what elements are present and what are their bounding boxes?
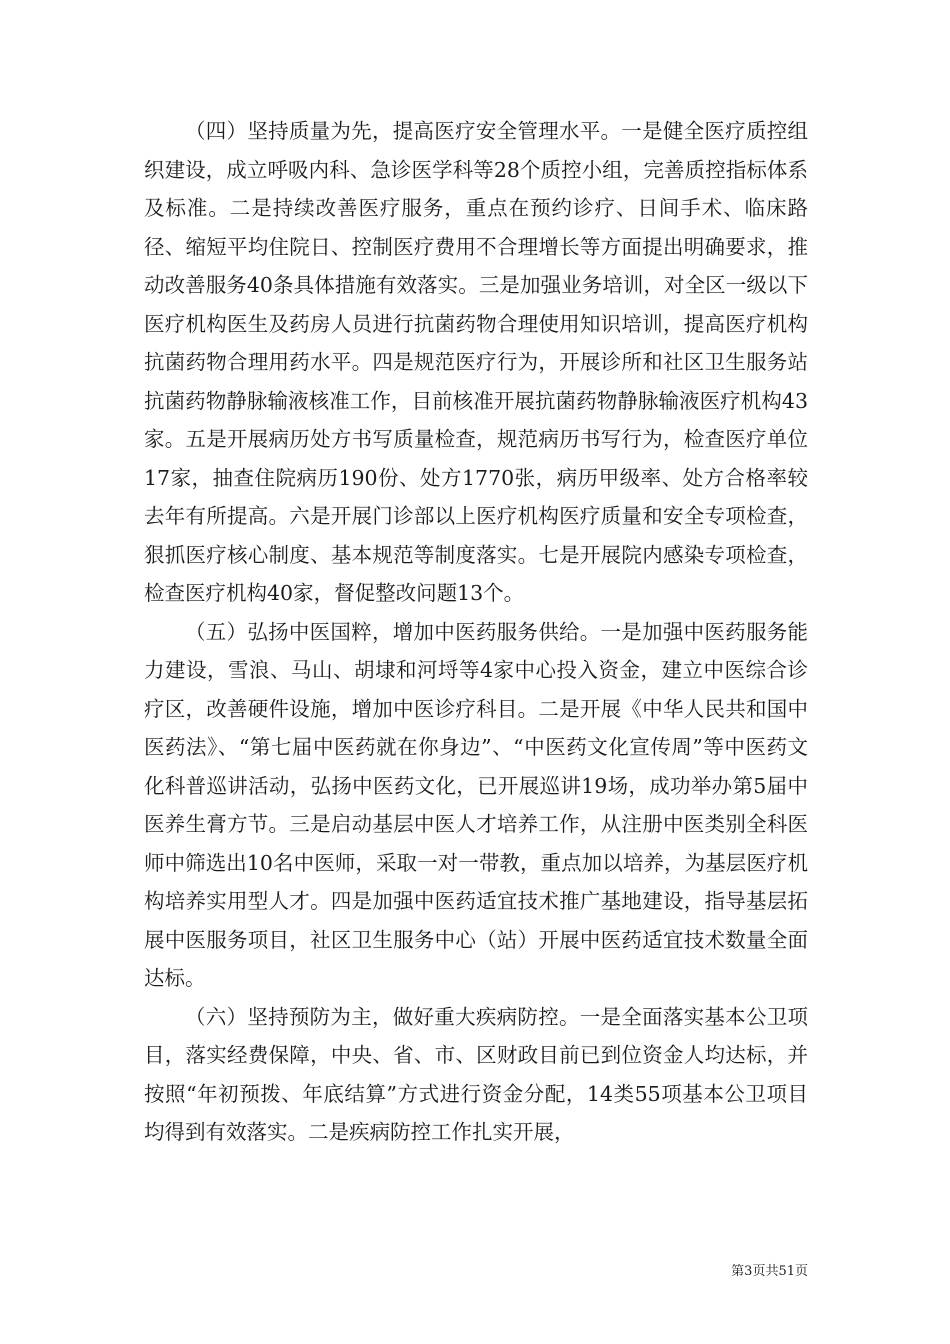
document-body [144,112,808,1152]
paragraph-tcm-services: （五）弘扬中医国粹，增加中医药服务供给。一是加强中医药服务能力建设，雪浪、马山、胡埭和河埒等4家中心投入资金，建立中医综合诊疗区，改善硬件设施，增加中医诊疗科目。二是开展《中华人民共和国中医药法》、“第七届中医药就在你身边”、“中医药文化宣传周”等中医药文化科普巡讲活动，弘扬中医药文化，已开展巡讲19场，成功举办第5届中医养生膏方节。三是启动基层中医人才培养工作，从注册中医类别全科医师中筛选出10名中医师，采取一对一带教，重点加以培养，为基层医疗机构培养实用型人才。四是加强中医药适宜技术推广基地建设，指导基层拓展中医服务项目，社区卫生服务中心（站）开展中医药适宜技术数量全面达标。 [144,619,808,990]
paragraph-disease-prevention: （六）坚持预防为主，做好重大疾病防控。一是全面落实基本公卫项目，落实经费保障，中央、省、市、区财政目前已到位资金人均达标，并按照“年初预拨、年底结算”方式进行资金分配，14类55项基本公卫项目均得到有效落实。二是疾病防控工作扎实开展， [144,1004,808,1144]
page-number-footer: 第3页共51页 [731,1264,808,1279]
paragraph-quality-management: （四）坚持质量为先，提高医疗安全管理水平。一是健全医疗质控组织建设，成立呼吸内科、急诊医学科等28个质控小组，完善质控指标体系及标准。二是持续改善医疗服务，重点在预约诊疗、日间手术、临床路径、缩短平均住院日、控制医疗费用不合理增长等方面提出明确要求，推动改善服务40条具体措施有效落实。三是加强业务培训，对全区一级以下医疗机构医生及药房人员进行抗菌药物合理使用知识培训，提高医疗机构抗菌药物合理用药水平。四是规范医疗行为，开展诊所和社区卫生服务站抗菌药物静脉输液核准工作，目前核准开展抗菌药物静脉输液医疗机构43家。五是开展病历处方书写质量检查，规范病历书写行为，检查医疗单位17家，抽查住院病历190份、处方1770张，病历甲级率、处方合格率较去年有所提高。六是开展门诊部以上医疗机构医疗质量和安全专项检查，狠抓医疗核心制度、基本规范等制度落实。七是开展院内感染专项检查，检查医疗机构40家，督促整改问题13个。 [144,119,808,605]
